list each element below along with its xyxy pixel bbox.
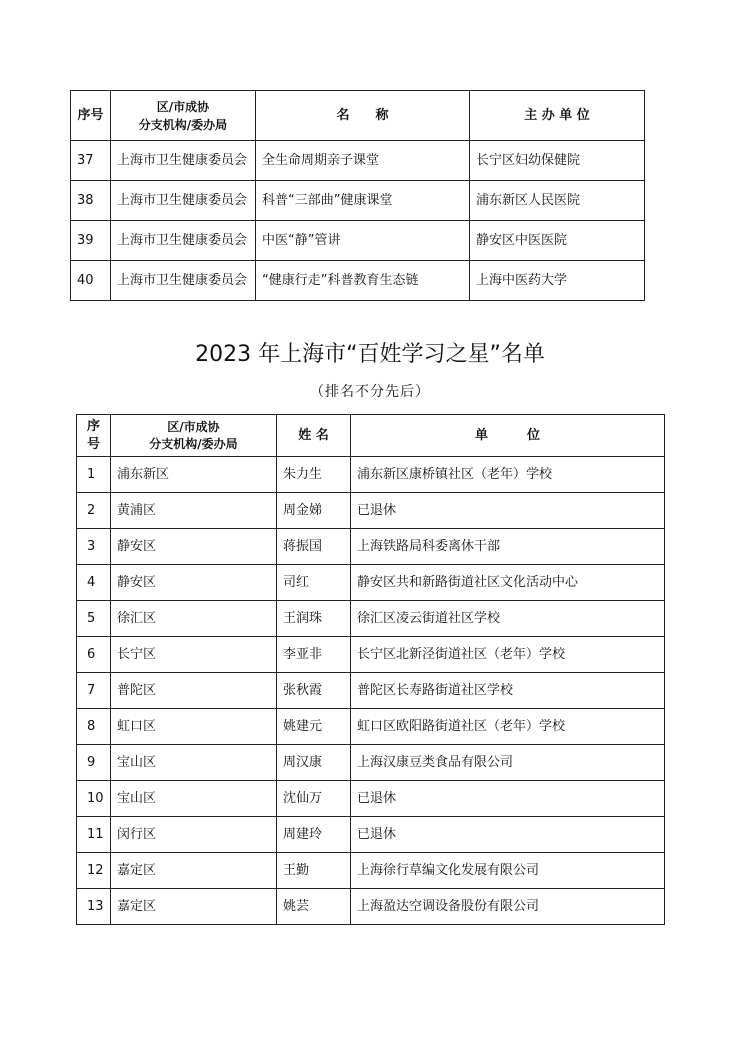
- row-department: 上海市卫生健康委员会: [111, 221, 256, 261]
- table-header-row: [71, 91, 645, 141]
- row-unit: 已退休: [351, 781, 665, 817]
- row-department: 黄浦区: [111, 493, 277, 529]
- row-unit: 静安区共和新路街道社区文化活动中心: [351, 565, 665, 601]
- row-number: 3: [77, 529, 111, 565]
- row-department: 静安区: [111, 565, 277, 601]
- row-unit: 虹口区欧阳路街道社区（老年）学校: [351, 709, 665, 745]
- row-department: 上海市卫生健康委员会: [111, 141, 256, 181]
- row-activity-name: 中医“静”管讲: [256, 221, 470, 261]
- table-row: [77, 745, 665, 781]
- row-department: 普陀区: [111, 673, 277, 709]
- row-organizer: 浦东新区人民医院: [470, 181, 645, 221]
- row-number: 5: [77, 601, 111, 637]
- row-number: 10: [77, 781, 111, 817]
- row-department: 嘉定区: [111, 853, 277, 889]
- row-organizer: 静安区中医医院: [470, 221, 645, 261]
- table-row: [71, 141, 645, 181]
- table-row: [77, 601, 665, 637]
- table-row: [77, 673, 665, 709]
- row-number: 40: [71, 261, 111, 301]
- row-number: 39: [71, 221, 111, 261]
- row-person-name: 沈仙万: [277, 781, 351, 817]
- row-unit: 普陀区长寿路街道社区学校: [351, 673, 665, 709]
- row-unit: 徐汇区凌云街道社区学校: [351, 601, 665, 637]
- row-activity-name: 全生命周期亲子课堂: [256, 141, 470, 181]
- table-row: [71, 221, 645, 261]
- row-unit: 浦东新区康桥镇社区（老年）学校: [351, 457, 665, 493]
- table-row: [71, 261, 645, 301]
- header-department: [111, 91, 256, 141]
- row-unit: 已退休: [351, 817, 665, 853]
- row-person-name: 司红: [277, 565, 351, 601]
- row-person-name: 朱力生: [277, 457, 351, 493]
- row-department: 闵行区: [111, 817, 277, 853]
- table-header-row: [77, 415, 665, 457]
- header-department-line2: 分支机构/委办局: [138, 117, 228, 132]
- header-organizer: 主 办 单 位: [470, 91, 645, 141]
- row-person-name: 王润珠: [277, 601, 351, 637]
- header-unit: 单 位: [351, 415, 665, 457]
- header-department: [111, 415, 277, 457]
- activity-table: [70, 90, 645, 301]
- header-department-line2: 分支机构/委办局: [149, 436, 238, 451]
- table-row: [77, 493, 665, 529]
- row-person-name: 姚芸: [277, 889, 351, 925]
- row-number: 9: [77, 745, 111, 781]
- row-person-name: 周建玲: [277, 817, 351, 853]
- row-person-name: 张秋霞: [277, 673, 351, 709]
- row-organizer: 上海中医药大学: [470, 261, 645, 301]
- table-row: [71, 181, 645, 221]
- row-number: 4: [77, 565, 111, 601]
- row-unit: 上海铁路局科委离休干部: [351, 529, 665, 565]
- table-row: [77, 817, 665, 853]
- page-subtitle: （排名不分先后）: [310, 384, 430, 400]
- row-number: 37: [71, 141, 111, 181]
- row-unit: 上海徐行草编文化发展有限公司: [351, 853, 665, 889]
- row-department: 宝山区: [111, 781, 277, 817]
- row-person-name: 李亚非: [277, 637, 351, 673]
- header-activity-name: 名 称: [256, 91, 470, 141]
- row-person-name: 姚建元: [277, 709, 351, 745]
- row-number: 7: [77, 673, 111, 709]
- learning-star-table: [76, 414, 665, 925]
- table-row: [77, 853, 665, 889]
- row-unit: 上海盈达空调设备股份有限公司: [351, 889, 665, 925]
- table-row: [77, 781, 665, 817]
- row-department: 上海市卫生健康委员会: [111, 181, 256, 221]
- row-department: 宝山区: [111, 745, 277, 781]
- row-unit: 长宁区北新泾街道社区（老年）学校: [351, 637, 665, 673]
- row-department: 嘉定区: [111, 889, 277, 925]
- row-organizer: 长宁区妇幼保健院: [470, 141, 645, 181]
- row-number: 12: [77, 853, 111, 889]
- row-number: 8: [77, 709, 111, 745]
- row-department: 虹口区: [111, 709, 277, 745]
- row-number: 11: [77, 817, 111, 853]
- header-number: [77, 415, 111, 457]
- row-activity-name: “健康行走”科普教育生态链: [256, 261, 470, 301]
- row-number: 38: [71, 181, 111, 221]
- row-unit: 上海汉康豆类食品有限公司: [351, 745, 665, 781]
- table-row: [77, 637, 665, 673]
- table-row: [77, 565, 665, 601]
- row-department: 静安区: [111, 529, 277, 565]
- row-number: 1: [77, 457, 111, 493]
- page-title: 2023 年上海市“百姓学习之星”名单: [195, 342, 545, 367]
- header-number: 序号: [71, 91, 111, 141]
- row-department: 浦东新区: [111, 457, 277, 493]
- row-number: 13: [77, 889, 111, 925]
- header-department-line1: 区/市成协: [167, 419, 220, 434]
- header-number-line1: 序: [86, 418, 100, 434]
- row-number: 6: [77, 637, 111, 673]
- table-row: [77, 457, 665, 493]
- header-department-line1: 区/市成协: [156, 99, 210, 114]
- row-department: 上海市卫生健康委员会: [111, 261, 256, 301]
- row-person-name: 王勤: [277, 853, 351, 889]
- row-department: 徐汇区: [111, 601, 277, 637]
- row-activity-name: 科普“三部曲”健康课堂: [256, 181, 470, 221]
- row-person-name: 蒋振国: [277, 529, 351, 565]
- header-number-line2: 号: [86, 436, 100, 452]
- table-row: [77, 889, 665, 925]
- row-unit: 已退休: [351, 493, 665, 529]
- header-person-name: 姓 名: [277, 415, 351, 457]
- row-department: 长宁区: [111, 637, 277, 673]
- table-row: [77, 709, 665, 745]
- table-row: [77, 529, 665, 565]
- row-number: 2: [77, 493, 111, 529]
- row-person-name: 周汉康: [277, 745, 351, 781]
- row-person-name: 周金娣: [277, 493, 351, 529]
